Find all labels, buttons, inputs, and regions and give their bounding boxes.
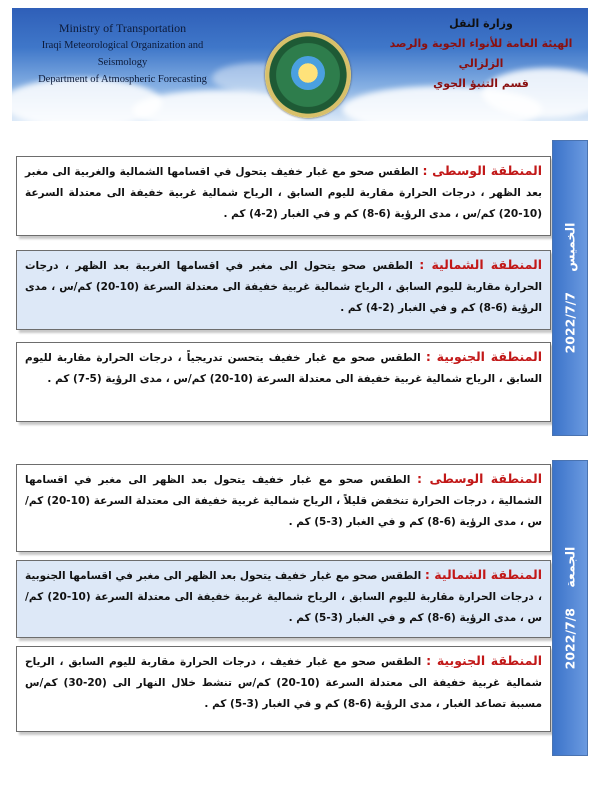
region-title: المنطقة الشمالية :: [419, 257, 542, 272]
forecast-day-2: [12, 460, 588, 756]
header-arabic: [386, 14, 576, 94]
region-card-central: [16, 156, 551, 236]
department-name-ar: قسم التنبؤ الجوي: [433, 77, 529, 90]
organization-logo: [265, 32, 351, 118]
header-english: [20, 20, 225, 88]
department-name-en: Department of Atmospheric Forecasting: [38, 74, 207, 85]
header-banner: [12, 8, 588, 121]
region-card-central: [16, 464, 551, 552]
day-date-sidebar: [552, 140, 588, 436]
region-forecast-text: الطقس صحو مع غبار خفيف يتحول بعد الظهر الى مغبر في اقسامها الجنوبية ، درجات الحرارة مقاربة لليوم السابق ، الرياح شمالية غربية خفيفة الى معتدلة السرعة (10-20) كم/س ، مدى الرؤية (6-8) كم و في الغبار (3-5) كم .: [25, 570, 542, 624]
region-title: المنطقة الجنوبية :: [426, 653, 542, 668]
region-card-south: [16, 646, 551, 732]
region-card-south: [16, 342, 551, 422]
organization-name-ar: الهيئة العامة للأنواء الجوية والرصد الزلزالي: [389, 37, 573, 70]
region-forecast-text: الطقس صحو مع غبار خفيف يتحسن تدريجياً ، درجات الحرارة مقاربة لليوم السابق ، الرياح شمالية غربية خفيفة الى معتدلة السرعة (10-20) كم/س ، مدى الرؤية (5-7) كم .: [25, 352, 542, 385]
region-forecast-text: الطقس صحو مع غبار خفيف ، درجات الحرارة مقاربة لليوم السابق ، الرياح شمالية غربية خفيفة الى معتدلة السرعة (10-20) كم/س تنشط خلال النهار الى (20-30) كم/س مسببة تصاعد الغبار ، مدى الرؤية (6-8) كم و في الغبار (3-5) كم .: [25, 656, 542, 710]
region-title: المنطقة الشمالية :: [424, 567, 542, 582]
region-forecast-text: الطقس صحو مع غبار خفيف يتحول بعد الظهر الى مغبر في اقسامها الشمالية ، درجات الحرارة تنخفض قليلاً ، الرياح شمالية غربية خفيفة الى معتدلة السرعة (10-20) كم/س ، مدى الرؤية (6-8) كم و في الغبار (3-5) كم .: [25, 474, 542, 528]
day-name: الجمعة: [562, 546, 578, 588]
ministry-name-en: Ministry of Transportation: [58, 21, 187, 35]
region-title: المنطقة الوسطى :: [417, 471, 542, 486]
day-date-sidebar: [552, 460, 588, 756]
region-forecast-text: الطقس صحو يتحول الى مغبر في اقسامها الغربية بعد الظهر ، درجات الحرارة مقاربة لليوم السابق ، الرياح شمالية غربية خفيفة الى معتدلة السرعة (10-20) كم/س ، مدى الرؤية (6-8) كم و في الغبار (2-4) كم .: [25, 260, 542, 314]
forecast-day-1: [12, 140, 588, 436]
region-card-north: [16, 250, 551, 330]
region-card-north: [16, 560, 551, 638]
day-name: الخميس: [562, 222, 578, 272]
ministry-name-ar: وزارة النقل: [449, 17, 513, 30]
date-label: 2022/7/7: [562, 292, 578, 354]
day-date-label: [563, 215, 578, 362]
region-title: المنطقة الجنوبية :: [425, 349, 542, 364]
day-date-label: [563, 539, 578, 678]
date-label: 2022/7/8: [562, 608, 578, 670]
globe-icon: [291, 56, 325, 90]
organization-name-en: Iraqi Meteorological Organization and Seismology: [41, 40, 204, 68]
region-title: المنطقة الوسطى :: [422, 163, 542, 178]
region-forecast-text: الطقس صحو مع غبار خفيف يتحول في اقسامها الشمالية والغربية الى مغبر بعد الظهر ، درجات الحرارة مقاربة لليوم السابق ، الرياح شمالية غربية خفيفة الى معتدلة السرعة (10-20) كم/س ، مدى الرؤية (6-8) كم و في الغبار (2-4) كم .: [25, 166, 542, 220]
